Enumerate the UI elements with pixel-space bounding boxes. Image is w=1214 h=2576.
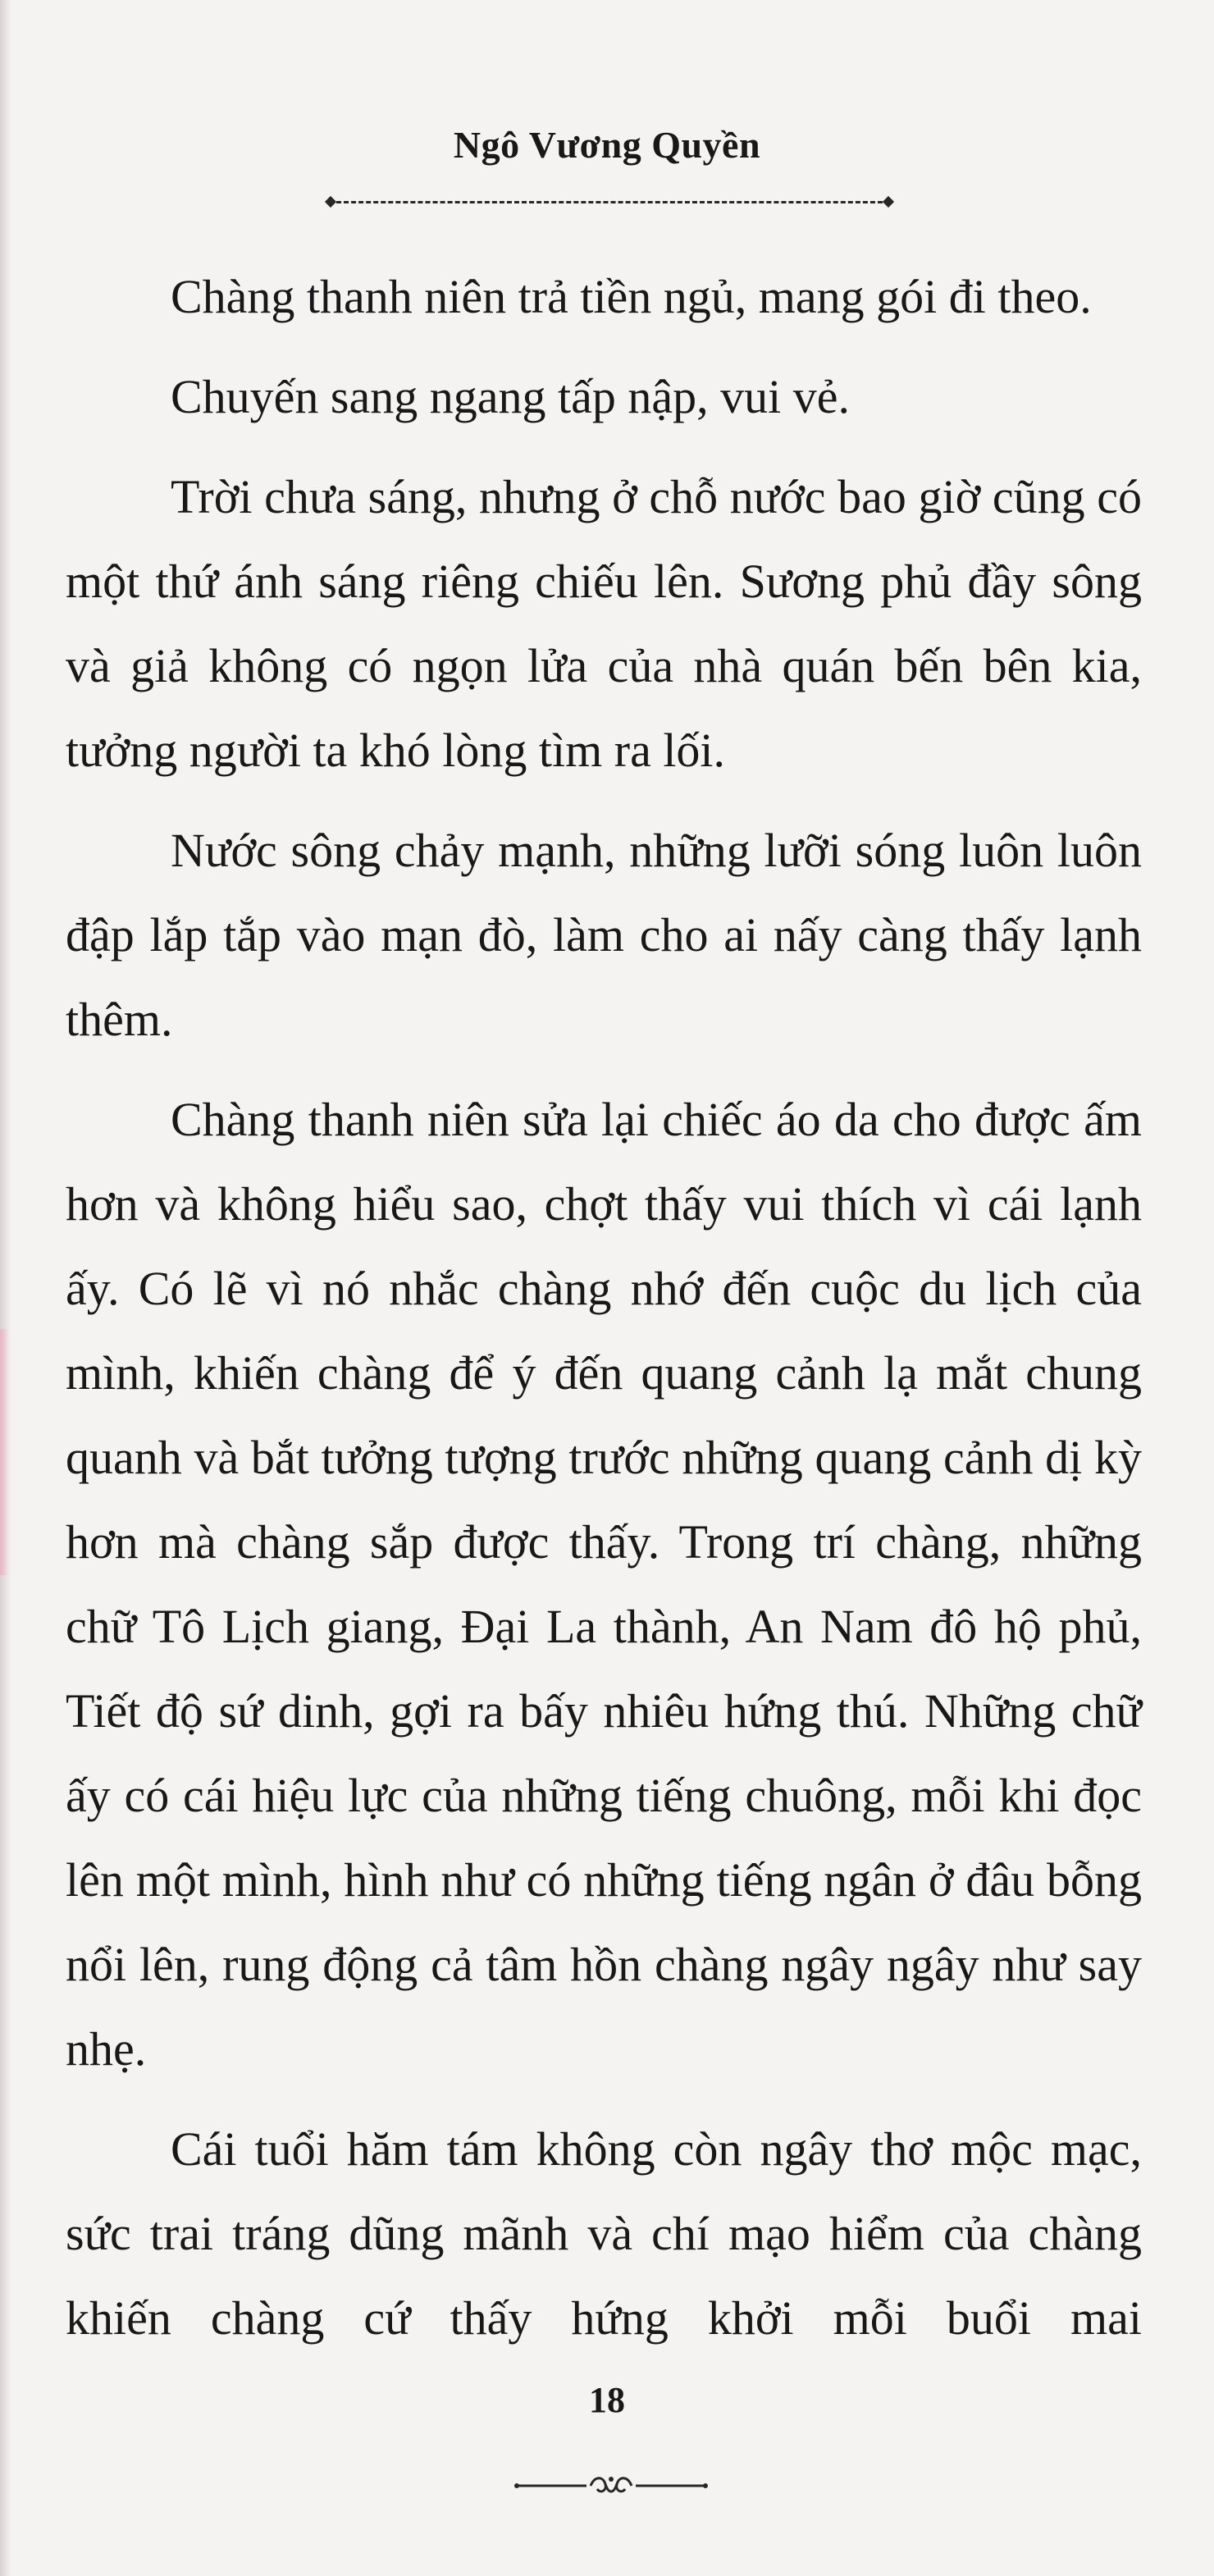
paragraph-5: Chàng thanh niên sửa lại chiếc áo da cho được ấm hơn và không hiểu sao, chợt thấy vui thích vì cái lạnh ấy. Có lẽ vì nó nhắc chàng nhớ đến cuộc du lịch của mình, khiến chàng để ý đến quang cảnh lạ mắt chung quanh và bắt tưởng tượng trước những quang cảnh dị kỳ hơn mà chàng sắp được thấy. Trong trí chàng, những chữ Tô Lịch giang, Đại La thành, An Nam đô hộ phủ, Tiết độ sứ dinh, gợi ra bấy nhiêu hứng thú. Những chữ ấy có cái hiệu lực của những tiếng chuông, mỗi khi đọc lên một mình, hình như có những tiếng ngân ở đâu bỗng nổi lên, rung động cả tâm hồn chàng ngây ngây như say nhẹ. (66, 1093, 1142, 2076)
paragraph-2: Chuyến sang ngang tấp nập, vui vẻ. (171, 370, 850, 423)
page-number: 18 (589, 2380, 625, 2420)
header-divider (326, 197, 892, 207)
page-footer (0, 2379, 1214, 2421)
header-divider-right-diamond (883, 196, 894, 208)
running-title: Ngô Vương Quyền (453, 124, 761, 166)
paragraph-3: Trời chưa sáng, nhưng ở chỗ nước bao giờ cũng có một thứ ánh sáng riêng chiếu lên. Sương phủ đầy sông và giả không có ngọn lửa của nhà quán bến bên kia, tưởng người ta khó lòng tìm ra lối. (66, 470, 1142, 777)
page-edge-tint (0, 1329, 8, 1575)
footer-ornament-icon (509, 2469, 714, 2502)
paragraph-1: Chàng thanh niên trả tiền ngủ, mang gói đi theo. (171, 270, 1092, 323)
paragraph-4: Nước sông chảy mạnh, những lưỡi sóng luôn luôn đập lắp tắp vào mạn đò, làm cho ai nấy càng thấy lạnh thêm. (66, 824, 1142, 1046)
page-edge-shadow (0, 0, 11, 2576)
running-header (0, 123, 1214, 167)
paragraph-6: Cái tuổi hăm tám không còn ngây thơ mộc mạc, sức trai tráng dũng mãnh và chí mạo hiểm của chàng khiến chàng cứ thấy hứng khởi mỗi buổi mai (66, 2122, 1142, 2345)
header-divider-left-diamond (325, 196, 336, 208)
body-text (66, 254, 1142, 2360)
header-divider-line (336, 201, 883, 203)
